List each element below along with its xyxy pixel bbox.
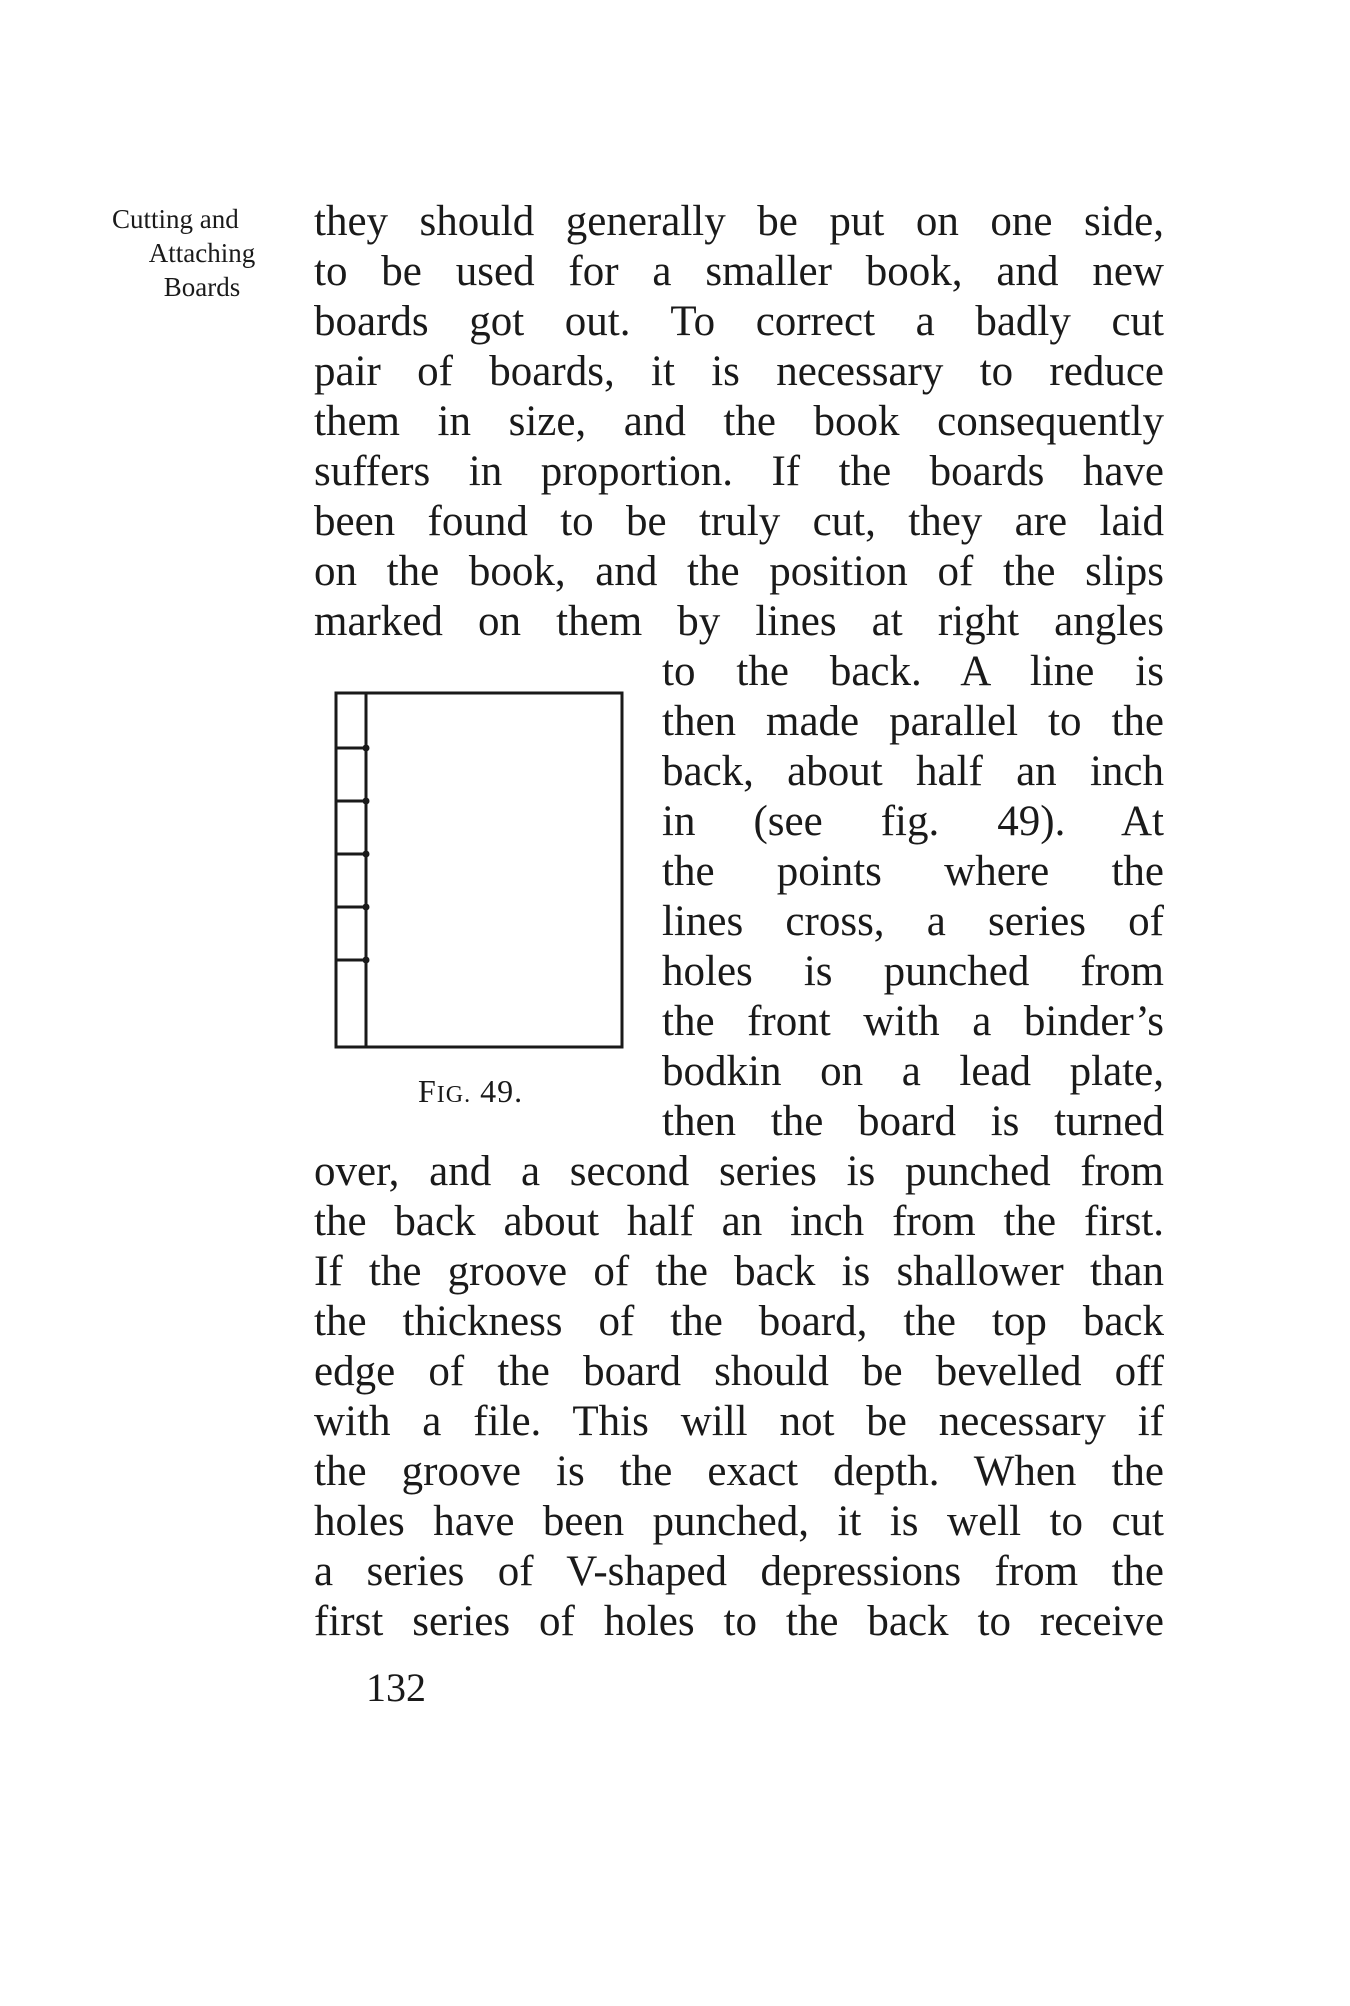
- text-line: the thickness of the board, the top back: [314, 1298, 1164, 1345]
- text-line: the points where the: [662, 848, 1164, 895]
- punched-hole: [363, 745, 370, 752]
- text-line: the front with a binder’s: [662, 998, 1164, 1045]
- text-line: over, and a second series is punched from: [314, 1148, 1164, 1195]
- text-line: the back about half an inch from the first.: [314, 1198, 1164, 1245]
- figure-caption: [418, 1073, 523, 1110]
- punched-hole: [363, 957, 370, 964]
- text-line: lines cross, a series of: [662, 898, 1164, 945]
- punched-hole: [363, 851, 370, 858]
- text-line: with a file. This will not be necessary if: [314, 1398, 1164, 1445]
- text-line: to be used for a smaller book, and new: [314, 248, 1164, 295]
- margin-note-line: Attaching: [148, 238, 256, 268]
- margin-note-line: Cutting and: [112, 204, 239, 234]
- text-line: the groove is the exact depth. When the: [314, 1448, 1164, 1495]
- caption-smallcaps: IG.: [436, 1082, 472, 1108]
- text-line: on the book, and the position of the slips: [314, 548, 1164, 595]
- text-line: a series of V-shaped depressions from the: [314, 1548, 1164, 1595]
- text-line: first series of holes to the back to receive: [314, 1598, 1164, 1645]
- caption-prefix: F: [418, 1073, 437, 1109]
- text-line: back, about half an inch: [662, 748, 1164, 795]
- text-line: them in size, and the book consequently: [314, 398, 1164, 445]
- margin-note-line: Boards: [163, 272, 241, 302]
- text-line: been found to be truly cut, they are laid: [314, 498, 1164, 545]
- punched-hole: [363, 798, 370, 805]
- text-line: boards got out. To correct a badly cut: [314, 298, 1164, 345]
- text-line: bodkin on a lead plate,: [662, 1048, 1164, 1095]
- text-line: suffers in proportion. If the boards have: [314, 448, 1164, 495]
- caption-number: 49.: [480, 1073, 524, 1109]
- text-line: If the groove of the back is shallower than: [314, 1248, 1164, 1295]
- figure-49-diagram: [326, 683, 626, 1055]
- page-number: 132: [366, 1665, 426, 1710]
- text-line: then made parallel to the: [662, 698, 1164, 745]
- text-line: then the board is turned: [662, 1098, 1164, 1145]
- punched-hole: [363, 904, 370, 911]
- text-line: holes have been punched, it is well to cut: [314, 1498, 1164, 1545]
- board-outline: [336, 693, 622, 1047]
- text-line: marked on them by lines at right angles: [314, 598, 1164, 645]
- text-line: pair of boards, it is necessary to reduce: [314, 348, 1164, 395]
- text-line: in (see fig. 49). At: [662, 798, 1164, 845]
- text-line: edge of the board should be bevelled off: [314, 1348, 1164, 1395]
- text-line: holes is punched from: [662, 948, 1164, 995]
- text-line: they should generally be put on one side,: [314, 198, 1164, 245]
- margin-note: [112, 202, 292, 304]
- text-line: to the back. A line is: [662, 648, 1164, 695]
